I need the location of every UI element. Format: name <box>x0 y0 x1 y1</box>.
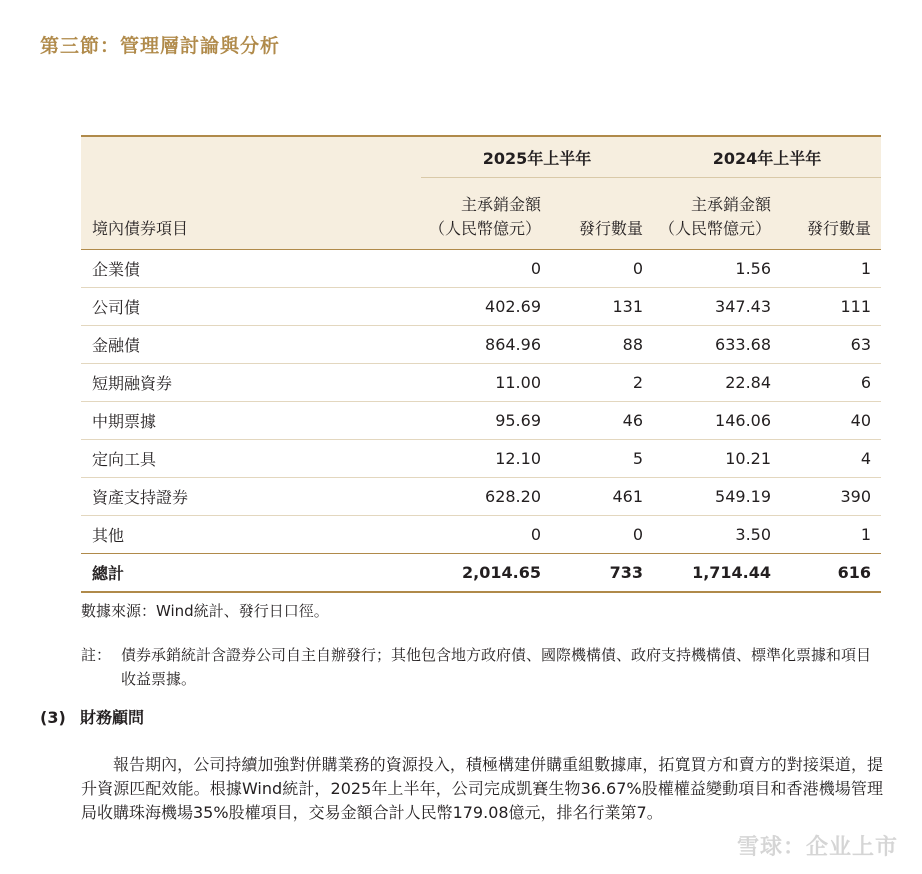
amount-header-2025: 主承銷金額 （人民幣億元） <box>421 178 551 250</box>
amount-2025: 402.69 <box>421 288 551 326</box>
count-2025: 131 <box>551 288 653 326</box>
amount-2025: 628.20 <box>421 478 551 516</box>
amount-2025: 0 <box>421 250 551 288</box>
subsection-heading <box>40 705 144 728</box>
table-row <box>81 364 881 402</box>
amount-2024: 633.68 <box>653 326 781 364</box>
total-label: 總計 <box>81 554 421 593</box>
footnote <box>81 643 883 691</box>
count-2025: 2 <box>551 364 653 402</box>
amount-2025: 11.00 <box>421 364 551 402</box>
table-row <box>81 478 881 516</box>
total-amount-2025: 2,014.65 <box>421 554 551 593</box>
total-amount-2024: 1,714.44 <box>653 554 781 593</box>
footnote-text: 債券承銷統計含證券公司自主自辦發行；其他包含地方政府債、國際機構債、政府支持機構債、標準化票據和項目收益票據。 <box>121 646 872 688</box>
count-2024: 63 <box>781 326 881 364</box>
amount-2024: 1.56 <box>653 250 781 288</box>
count-2024: 40 <box>781 402 881 440</box>
count-2025: 5 <box>551 440 653 478</box>
table-row <box>81 516 881 554</box>
count-2025: 88 <box>551 326 653 364</box>
row-label: 資產支持證券 <box>81 478 421 516</box>
count-2025: 0 <box>551 516 653 554</box>
count-header-2025: 發行數量 <box>551 178 653 250</box>
amount-2024: 10.21 <box>653 440 781 478</box>
count-2025: 0 <box>551 250 653 288</box>
year-header-2025: 2025年上半年 <box>421 136 653 178</box>
total-count-2025: 733 <box>551 554 653 593</box>
table-row <box>81 288 881 326</box>
subsection-number: (3) <box>40 708 66 727</box>
row-label: 定向工具 <box>81 440 421 478</box>
data-source-note: 數據來源：Wind統計、發行日口徑。 <box>81 602 329 620</box>
amount-header-2024: 主承銷金額 （人民幣億元） <box>653 178 781 250</box>
amount-2024: 549.19 <box>653 478 781 516</box>
row-label: 公司債 <box>81 288 421 326</box>
amount-2025: 0 <box>421 516 551 554</box>
row-label: 企業債 <box>81 250 421 288</box>
row-label: 金融債 <box>81 326 421 364</box>
year-header-2024: 2024年上半年 <box>653 136 881 178</box>
count-2024: 1 <box>781 250 881 288</box>
row-label: 短期融資券 <box>81 364 421 402</box>
amount-2025: 95.69 <box>421 402 551 440</box>
count-2025: 46 <box>551 402 653 440</box>
section-title: 第三節：管理層討論與分析 <box>40 35 281 57</box>
body-paragraph: 報告期內，公司持續加強對併購業務的資源投入，積極構建併購重組數據庫，拓寬買方和賣方的對接渠道，提升資源匹配效能。根據Wind統計，2025年上半年，公司完成凱賽生物36.67%股權權益變動項目和香港機場管理局收購珠海機場35%股權項目，交易金額合計人民幣179.08億元，排名行業第7。 <box>81 755 883 822</box>
table-row <box>81 440 881 478</box>
table-row <box>81 402 881 440</box>
footnote-label: 註： <box>81 646 112 664</box>
amount-2025: 864.96 <box>421 326 551 364</box>
amount-2024: 146.06 <box>653 402 781 440</box>
count-2024: 6 <box>781 364 881 402</box>
table-row <box>81 250 881 288</box>
bond-underwriting-table <box>81 135 881 593</box>
amount-2024: 347.43 <box>653 288 781 326</box>
header-spacer <box>81 136 421 178</box>
table-row <box>81 326 881 364</box>
total-count-2024: 616 <box>781 554 881 593</box>
count-2025: 461 <box>551 478 653 516</box>
amount-2025: 12.10 <box>421 440 551 478</box>
amount-2024: 22.84 <box>653 364 781 402</box>
row-header: 境內債券項目 <box>81 178 421 250</box>
count-2024: 4 <box>781 440 881 478</box>
amount-2024: 3.50 <box>653 516 781 554</box>
subsection-title: 財務顧問 <box>80 708 145 727</box>
watermark-text: 雪球：企业上市 <box>736 835 898 860</box>
count-header-2024: 發行數量 <box>781 178 881 250</box>
count-2024: 111 <box>781 288 881 326</box>
total-row <box>81 554 881 593</box>
row-label: 中期票據 <box>81 402 421 440</box>
count-2024: 1 <box>781 516 881 554</box>
count-2024: 390 <box>781 478 881 516</box>
row-label: 其他 <box>81 516 421 554</box>
